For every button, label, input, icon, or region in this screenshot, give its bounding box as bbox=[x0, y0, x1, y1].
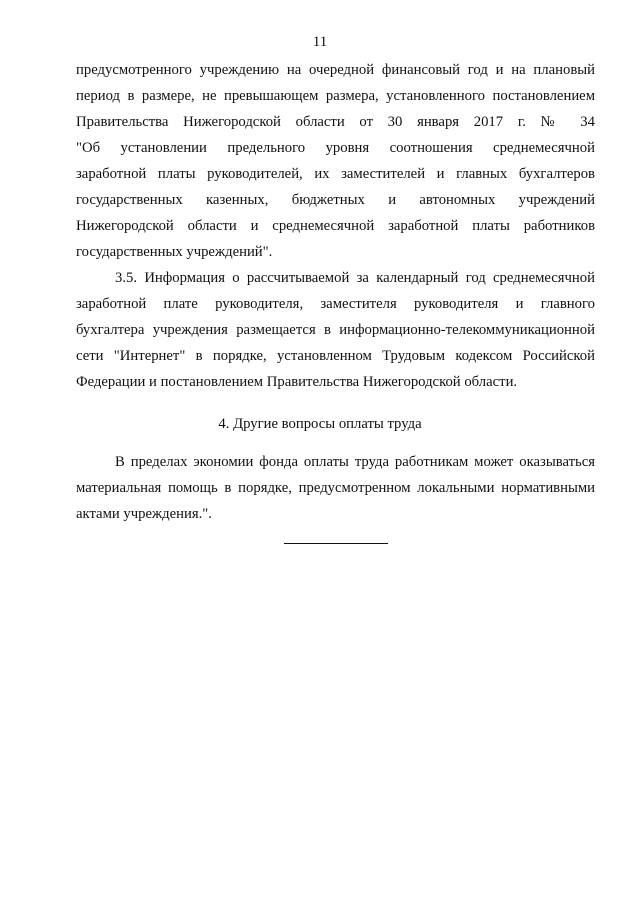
clause-3-5-first-line: 3.5. Информация о рассчитываемой за календарный год среднемесячной bbox=[115, 270, 595, 286]
section-heading: 4. Другие вопросы оплаты труда bbox=[218, 416, 422, 432]
text-line: "Об установлении предельного уровня соотношения среднемесячной bbox=[76, 140, 595, 156]
text-line: государственных казенных, бюджетных и автономных учреждений bbox=[76, 192, 595, 208]
text-line: период в размере, не превышающем размера, установленного постановлением bbox=[76, 88, 595, 104]
text-line: заработной плате руководителя, заместителя руководителя и главного bbox=[76, 296, 595, 312]
text-line: Федерации и постановлением Правительства Нижегородской области. bbox=[76, 374, 518, 390]
text-line: заработной платы руководителей, их заместителей и главных бухгалтеров bbox=[76, 166, 595, 182]
text-line: Правительства Нижегородской области от 30 января 2017 г. № 34 bbox=[76, 114, 595, 130]
text-line: Нижегородской области и среднемесячной заработной платы работников bbox=[76, 218, 595, 234]
section-4-first-line: В пределах экономии фонда оплаты труда работникам может оказываться bbox=[115, 454, 595, 470]
document-body bbox=[76, 57, 595, 395]
page-number: 11 bbox=[312, 34, 328, 50]
text-line: бухгалтера учреждения размещается в информационно-телекоммуникационной bbox=[76, 322, 595, 338]
section-4-paragraph bbox=[76, 449, 595, 527]
text-line: предусмотренного учреждению на очередной финансовый год и на плановый bbox=[76, 62, 595, 78]
text-line: актами учреждения.". bbox=[76, 506, 212, 522]
text-line: сети "Интернет" в порядке, установленном Трудовым кодексом Российской bbox=[76, 348, 595, 364]
text-line: материальная помощь в порядке, предусмотренном локальными нормативными bbox=[76, 480, 595, 496]
end-rule bbox=[284, 543, 388, 544]
text-line: государственных учреждений". bbox=[76, 244, 273, 260]
